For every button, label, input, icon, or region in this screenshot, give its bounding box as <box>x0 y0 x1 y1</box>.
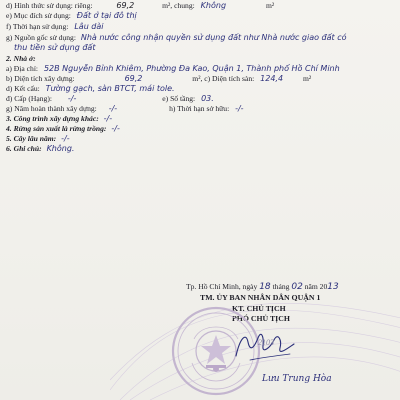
vice-chairman-role: PHÓ CHỦ TỊCH <box>232 314 290 323</box>
kt-chairman: KT. CHỦ TỊCH <box>232 304 286 313</box>
grade-floors-line: đ) Cấp (Hạng): -/- e) Số tầng: 03. <box>6 94 214 103</box>
signer-name: Lưu Trung Hòa <box>262 374 332 384</box>
land-use-term-line: f) Thời hạn sử dụng: Lâu dài <box>6 22 104 31</box>
land-use-form-line: d) Hình thức sử dụng: riêng: 69,2 m², chung: Không m² <box>6 1 275 10</box>
completion-year-line: g) Năm hoàn thành xây dựng: -/- h) Thời hạn sở hữu: -/- <box>6 104 244 113</box>
org-name: TM. ỦY BAN NHÂN DÂN QUẬN 1 <box>200 293 321 302</box>
house-address-line: a) Địa chỉ: 52B Nguyễn Bỉnh Khiêm, Phường Đa Kao, Quận 1, Thành phố Hồ Chí Minh <box>6 64 340 73</box>
section-3-line: 3. Công trình xây dựng khác: -/- <box>6 114 113 123</box>
place-date-line: Tp. Hồ Chí Minh, ngày 18 tháng 02 năm 2013 <box>186 282 339 292</box>
land-use-purpose-line: e) Mục đích sử dụng: Đất ở tại đô thị <box>6 11 137 20</box>
construction-area-line: b) Diện tích xây dựng: 69,2 m², c) Diện tích sàn: 124,4 m² <box>6 74 312 83</box>
section-5-line: 5. Cây lâu năm: -/- <box>6 134 70 143</box>
section-6-line: 6. Ghi chú: Không. <box>6 144 75 153</box>
structure-line: d) Kết cấu: Tường gạch, sàn BTCT, mái tole. <box>6 84 175 93</box>
land-origin-line-2: thu tiền sử dụng đất <box>14 43 96 52</box>
land-origin-line: g) Nguồn gốc sử dụng: Nhà nước công nhận quyền sử dụng đất như Nhà nước giao đất có <box>6 33 347 42</box>
section-2-title: 2. Nhà ở: <box>6 54 36 63</box>
section-4-line: 4. Rừng sản xuất là rừng trồng: -/- <box>6 124 120 133</box>
stamp-code-mark: 2103 <box>258 338 274 347</box>
